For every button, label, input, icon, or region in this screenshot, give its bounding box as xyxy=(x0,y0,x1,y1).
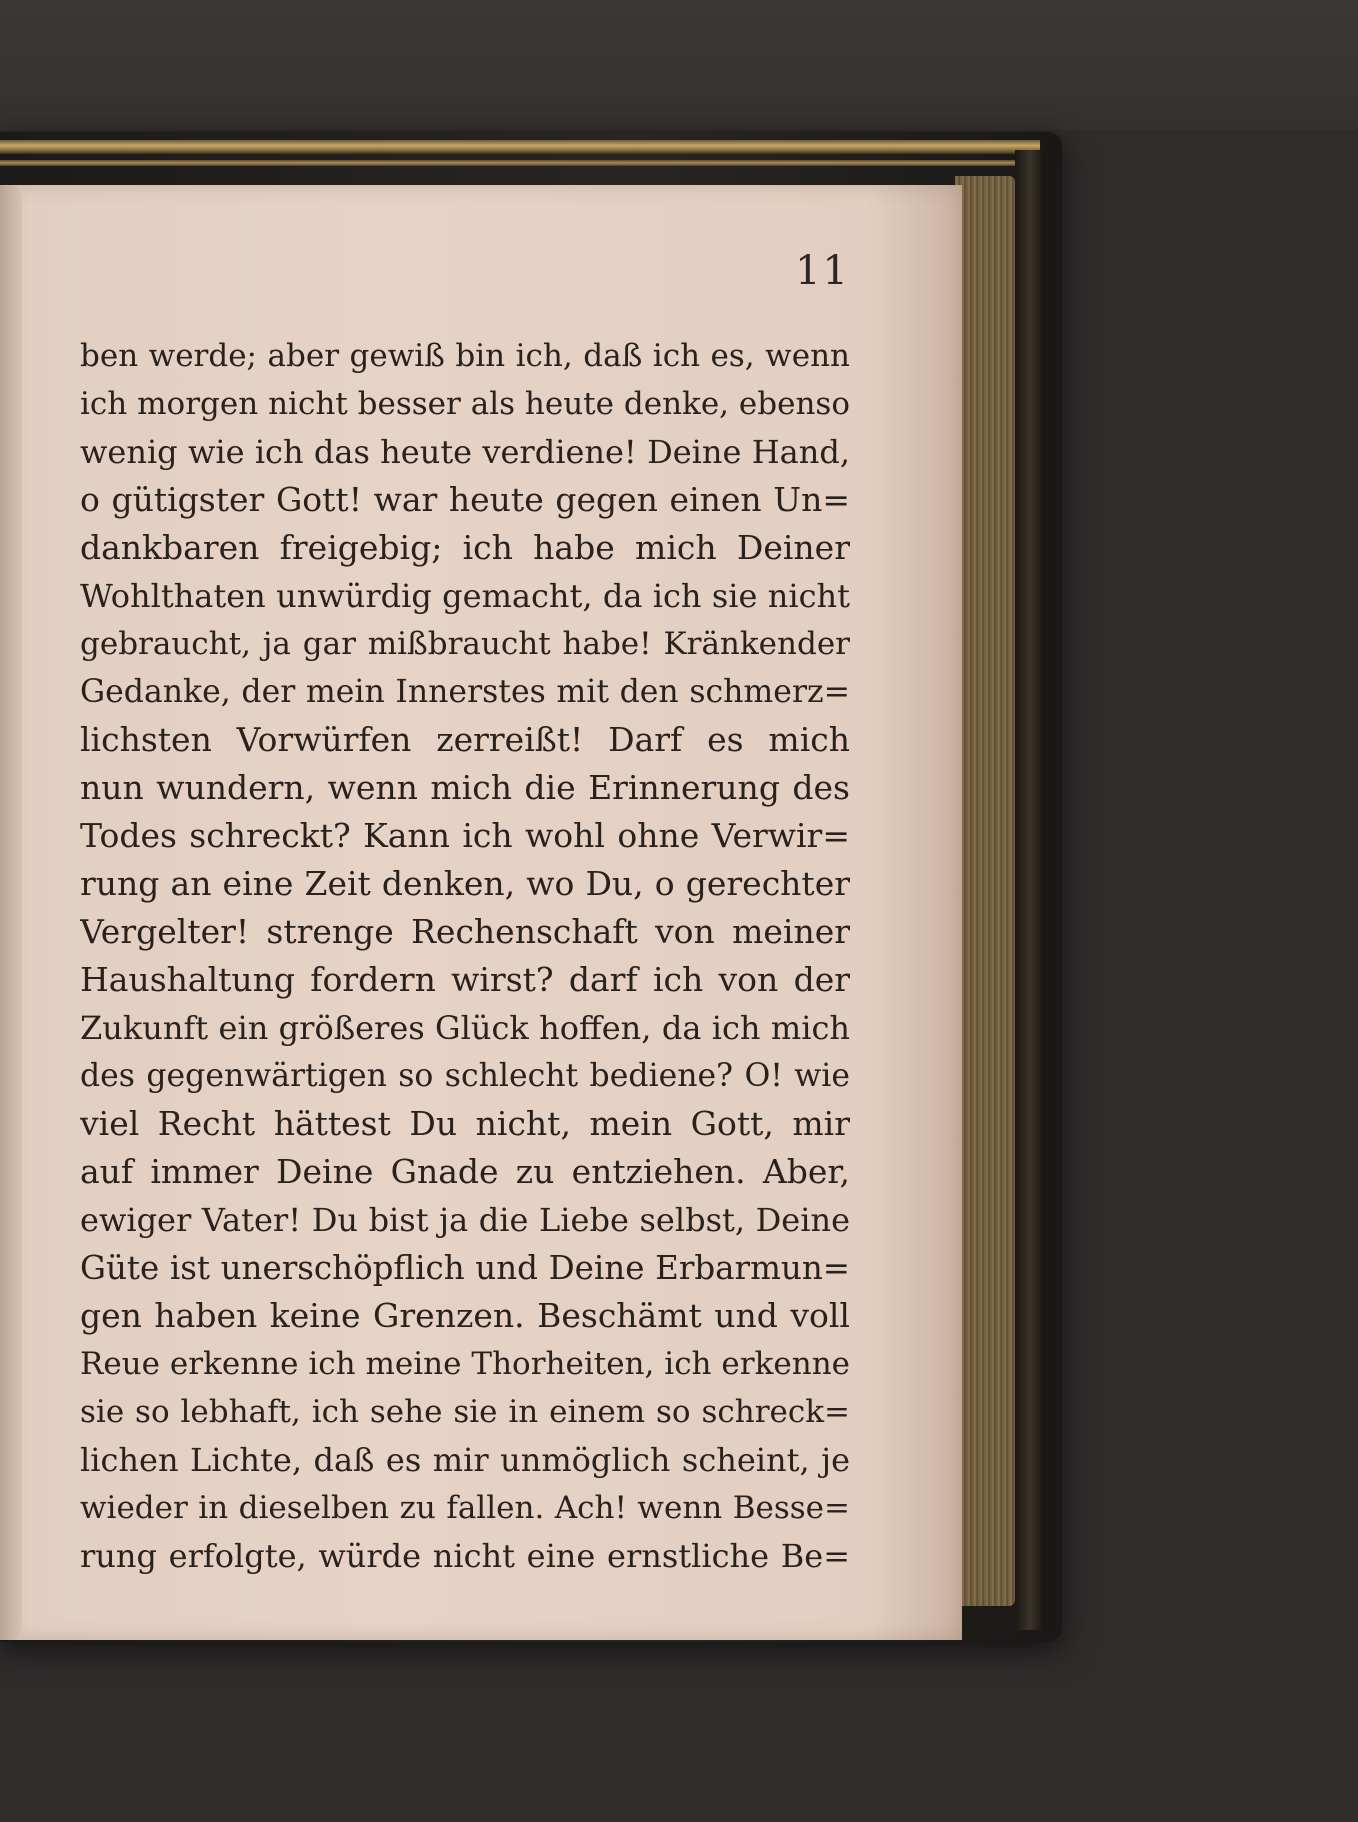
text-line: Güte ist unerschöpflich und Deine Erbarmun= xyxy=(80,1249,850,1287)
page-number: 11 xyxy=(795,248,850,294)
text-line: Gedanke, der mein Innerstes mit den schmerz= xyxy=(80,674,850,710)
text-line: auf immer Deine Gnade zu entziehen. Aber, xyxy=(80,1152,850,1191)
text-line: gebraucht, ja gar mißbraucht habe! Kränkender xyxy=(80,626,850,662)
cover-edge xyxy=(1015,150,1045,1630)
text-line: des gegenwärtigen so schlecht bediene? O! wie xyxy=(80,1058,850,1094)
text-line: ewiger Vater! Du bist ja die Liebe selbst, Deine xyxy=(80,1201,850,1239)
text-line: wenig wie ich das heute verdiene! Deine Hand, xyxy=(80,433,850,471)
text-line: lichen Lichte, daß es mir unmöglich scheint, je xyxy=(80,1441,850,1479)
text-line: sie so lebhaft, ich sehe sie in einem so schreck= xyxy=(80,1394,850,1430)
text-line: wieder in dieselben zu fallen. Ach! wenn Besse= xyxy=(80,1490,850,1526)
gilt-edge xyxy=(0,140,1040,154)
text-line: Vergelter! strenge Rechenschaft von meiner xyxy=(80,912,850,951)
body-text xyxy=(80,332,850,1580)
text-line: ich morgen nicht besser als heute denke, ebenso xyxy=(80,386,850,422)
text-line: gen haben keine Grenzen. Beschämt und voll xyxy=(80,1296,850,1335)
text-line: Wohlthaten unwürdig gemacht, da ich sie nicht xyxy=(80,577,850,615)
background xyxy=(0,0,1358,130)
text-line: lichsten Vorwürfen zerreißt! Darf es mich xyxy=(80,720,850,759)
gilt-edge-inner xyxy=(0,160,1040,166)
text-line: Zukunft ein größeres Glück hoffen, da ich mich xyxy=(80,1009,850,1047)
text-line: nun wundern, wenn mich die Erinnerung des xyxy=(80,768,850,807)
text-line: Haushaltung fordern wirst? darf ich von der xyxy=(80,960,850,999)
text-line: ben werde; aber gewiß bin ich, daß ich es, wenn xyxy=(80,338,850,374)
page-edges xyxy=(955,176,1015,1606)
text-line: dankbaren freigebig; ich habe mich Deiner xyxy=(80,528,850,567)
text-line: Reue erkenne ich meine Thorheiten, ich erkenne xyxy=(80,1346,850,1382)
text-line: rung erfolgte, würde nicht eine ernstliche Be= xyxy=(80,1537,850,1575)
page-gutter xyxy=(0,185,22,1640)
text-line: o gütigster Gott! war heute gegen einen Un= xyxy=(80,480,850,519)
text-line: viel Recht hättest Du nicht, mein Gott, mir xyxy=(80,1104,850,1143)
text-line: Todes schreckt? Kann ich wohl ohne Verwir= xyxy=(80,816,850,855)
text-line: rung an eine Zeit denken, wo Du, o gerechter xyxy=(80,864,850,903)
